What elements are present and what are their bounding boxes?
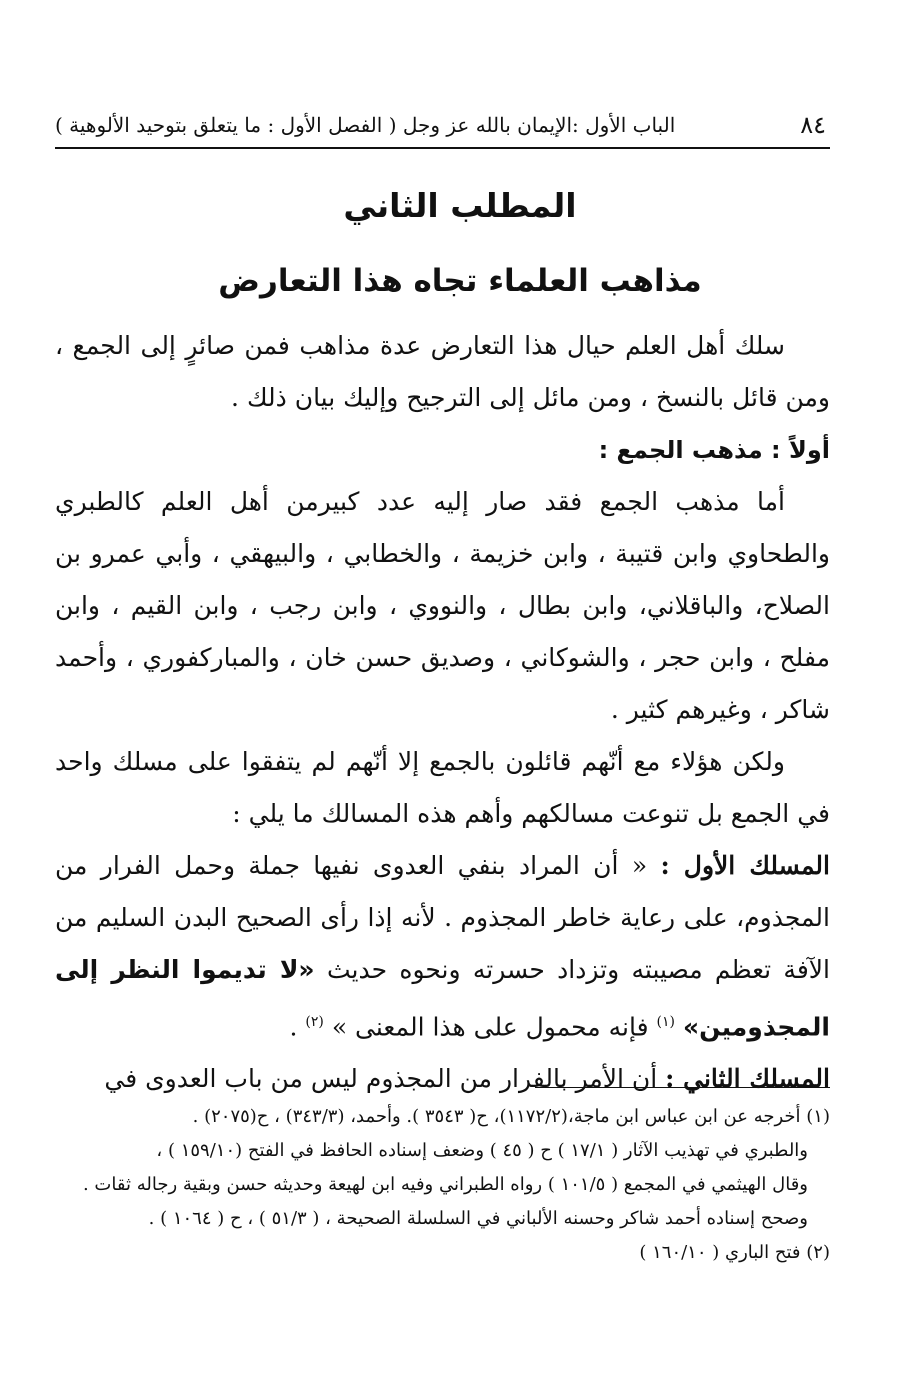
maslak-second-paragraph <box>55 1053 830 1105</box>
footnote-1-line-3: وقال الهيثمي في المجمع ( ١٠١/٥ ) رواه الطبراني وفيه ابن لهيعة وحديثه حسن وبقية رجاله ثقات . <box>82 1174 808 1195</box>
footnotes <box>55 1100 830 1270</box>
footnote-1-line-4: وصحح إسناده أحمد شاكر وحسنه الألباني في السلسلة الصحيحة ، ( ٥١/٣ ) ، ح ( ١٠٦٤ ) . <box>148 1208 808 1229</box>
maslak-second-label: المسلك الثاني : <box>665 1064 830 1094</box>
page-number: ٨٤ <box>800 111 826 139</box>
subheading-first: أولاً : مذهب الجمع : <box>598 436 830 464</box>
intro-paragraph: سلك أهل العلم حيال هذا التعارض عدة مذاهب فمن صائرٍ إلى الجمع ، ومن قائل بالنسخ ، ومن مائل إلى الترجيح وإليك بيان ذلك . <box>55 331 830 412</box>
jam-paragraph: أما مذهب الجمع فقد صار إليه عدد كبيرمن أهل العلم كالطبري والطحاوي وابن قتيبة ، وابن خزيمة ، والخطابي ، والبيهقي ، وأبي عمرو بن الصلاح، والباقلاني، وابن بطال ، والنووي ، وابن رجب ، وابن القيم ، وابن مفلح ، وابن حجر ، والشوكاني ، وصديق حسن خان ، والمباركفوري ، وأحمد شاكر ، وغيرهم كثير . <box>55 487 830 724</box>
footnote-2: (٢) فتح الباري ( ١٦٠/١٠ ) <box>639 1242 830 1263</box>
footnote-ref-1[interactable]: (١) <box>656 1014 675 1030</box>
maslak-first-label: المسلك الأول : <box>660 851 830 880</box>
maslak-first-text-b: فإنه محمول على هذا المعنى » <box>331 1012 649 1042</box>
lakin-paragraph: ولكن هؤلاء مع أنّهم قائلون بالجمع إلا أنّهم لم يتفقوا على مسلك واحد في الجمع بل تنوعت مسالكهم وأهم هذه المسالك ما يلي : <box>55 747 830 828</box>
section-title: المطلب الثاني <box>343 186 577 225</box>
hadith-quote: «لا تديموا النظر إلى المجذومين» <box>55 955 830 1042</box>
maslak-first-text-a: « أن المراد بنفي العدوى نفيها جملة وحمل الفرار من المجذوم، على رعاية خاطر المجذوم . لأنه إذا رأى الصحيح البدن السليم من الآفة تعظم مصيبته وتزداد حسرته ونحوه حديث <box>55 851 830 984</box>
maslak-first-end: . <box>289 1012 298 1042</box>
footnote-divider <box>535 1087 830 1088</box>
maslak-first-paragraph <box>55 840 830 1053</box>
footnote-1-line-2: والطبري في تهذيب الآثار ( ١٧/١ ) ح ( ٤٥ ) وضعف إسناده الحافظ في الفتح (١٥٩/١٠ ) ، <box>156 1140 808 1161</box>
maslak-second-text: أن الأمر بالفرار من المجذوم ليس من باب العدوى في <box>104 1064 658 1094</box>
running-title: الباب الأول :الإيمان بالله عز وجل ( الفصل الأول : ما يتعلق بتوحيد الألوهية ) <box>55 113 676 137</box>
section-subtitle: مذاهب العلماء تجاه هذا التعارض <box>218 263 702 299</box>
main-text <box>55 320 830 1105</box>
footnote-1-line-1: (١) أخرجه عن ابن عباس ابن ماجة،(١١٧٢/٢)، ح( ٣٥٤٣ ). وأحمد، (٣٤٣/٣) ، ح(٢٠٧٥) . <box>192 1106 830 1127</box>
page-header <box>55 105 830 149</box>
footnote-ref-2[interactable]: (٢) <box>305 1014 324 1030</box>
